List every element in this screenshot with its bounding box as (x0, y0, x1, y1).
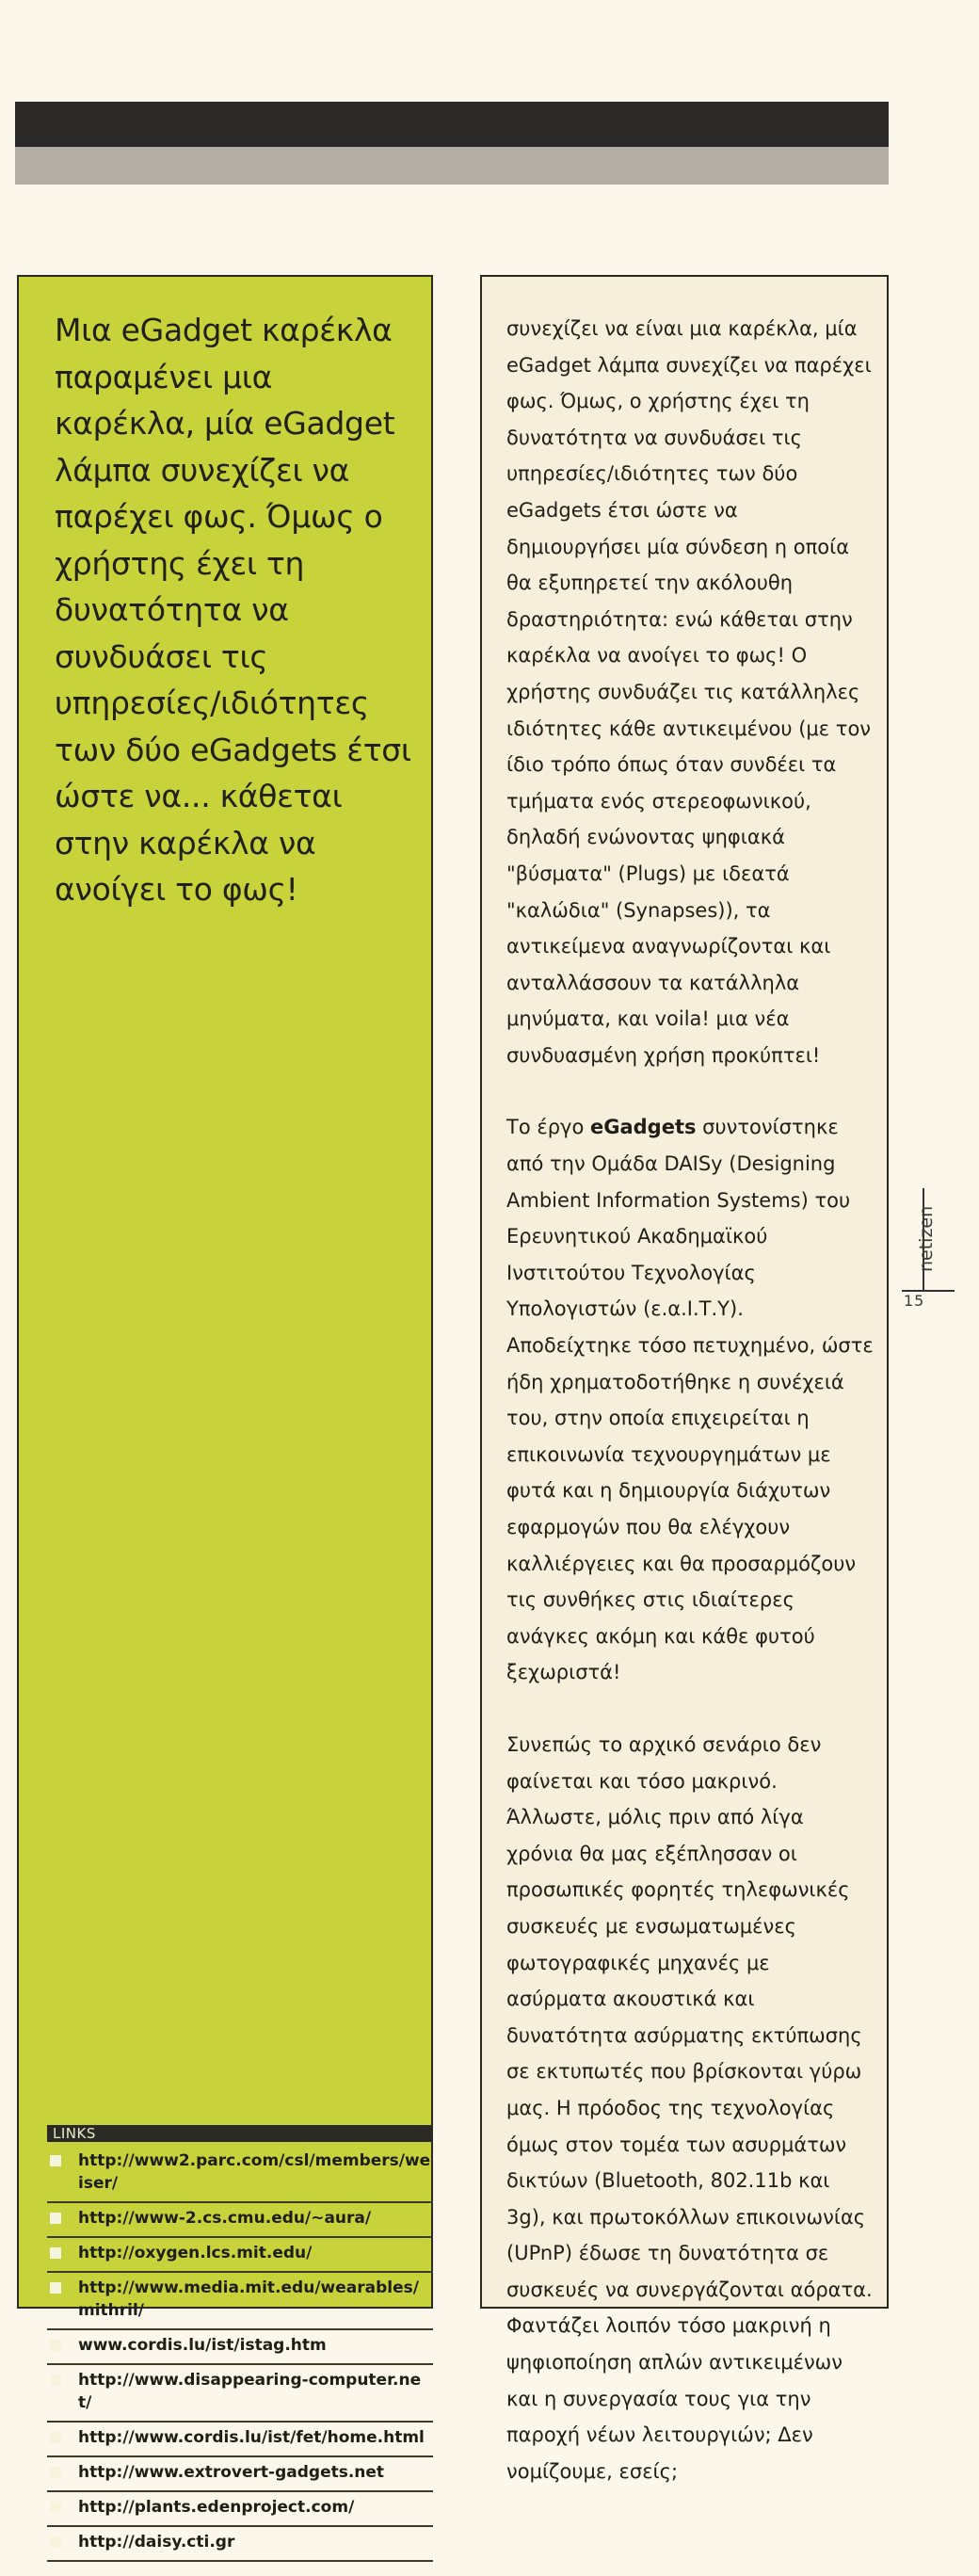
link-item[interactable] (47, 2492, 433, 2527)
link-text[interactable]: http://www.cordis.lu/ist/fet/home.html (78, 2428, 425, 2447)
link-item[interactable] (47, 2146, 433, 2203)
bullet-square-icon (50, 2467, 61, 2478)
links-header: LINKS (47, 2125, 433, 2142)
link-text[interactable]: http://www-2.cs.cmu.edu/~aura/ (78, 2209, 372, 2228)
link-text[interactable]: http://www2.parc.com/csl/members/weiser/ (78, 2151, 431, 2193)
bullet-square-icon (50, 2375, 61, 2386)
link-item[interactable] (47, 2330, 433, 2365)
link-item[interactable] (47, 2457, 433, 2492)
link-text[interactable]: http://daisy.cti.gr (78, 2533, 235, 2552)
page-number: 15 (904, 1292, 925, 1310)
bullet-square-icon (50, 2213, 61, 2224)
body-paragraph-2-lead: Το έργο (506, 1116, 590, 1139)
body-paragraph-1: συνεχίζει να είναι μια καρέκλα, μία eGadget λάμπα συνεχίζει να παρέχει φως. Όμως, ο χρήστης έχει τη δυνατότητα να συνδυάσει τις υπηρεσίες/ιδιότητες των δύο eGadgets έτσι ώστε να δημιουργήσει μία σύνδεση η οποία θα εξυπηρετεί την ακόλουθη δραστηριότητα: ενώ κάθεται στην καρέκλα να ανοίγει το φως! Ο χρήστης συνδυάζει τις κατάλληλες ιδιότητες κάθε αντικειμένου (με τον ίδιο τρόπο όπως όταν συνδέει τα τμήματα ενός στερεοφωνικού, δηλαδή ενώνοντας ψηφιακά "βύσματα" (Plugs) με ιδεατά "καλώδια" (Synapses)), τα αντικείμενα αναγνωρίζονται και ανταλλάσσουν τα κατάλληλα μηνύματα, και voila! μια νέα συνδυασμένη χρήση προκύπτει! (506, 317, 872, 1067)
bullet-square-icon (50, 2247, 61, 2259)
magazine-brand: netizen (916, 1205, 937, 1272)
article-body-panel (480, 275, 889, 2483)
body-paragraph-2 (506, 1109, 874, 1691)
bullet-square-icon (50, 2536, 61, 2548)
bullet-square-icon (50, 2282, 61, 2294)
bullet-square-icon (50, 2432, 61, 2443)
bullet-square-icon (50, 2502, 61, 2513)
page-folio (902, 1188, 937, 1310)
link-item[interactable] (47, 2423, 433, 2457)
link-text[interactable]: http://www.media.mit.edu/wearables/mithril/ (78, 2278, 419, 2320)
link-text[interactable]: http://plants.edenproject.com/ (78, 2498, 355, 2517)
links-list (47, 2146, 433, 2562)
bullet-square-icon (50, 2340, 61, 2351)
link-text[interactable]: http://www.disappearing-computer.net/ (78, 2371, 422, 2412)
link-text[interactable]: http://www.extrovert-gadgets.net (78, 2463, 385, 2482)
pull-quote-panel (17, 275, 433, 2552)
link-text[interactable]: http://oxygen.lcs.mit.edu/ (78, 2244, 313, 2262)
link-item[interactable] (47, 2203, 433, 2238)
egadgets-bold: eGadgets (589, 1116, 697, 1139)
link-text[interactable]: www.cordis.lu/ist/istag.htm (78, 2336, 327, 2355)
body-paragraph-3: Συνεπώς το αρχικό σενάριο δεν φαίνεται και τόσο μακρινό. Άλλωστε, μόλις πριν από λίγα χρόνια θα μας εξέπλησσαν οι προσωπικές φορητές τηλεφωνικές συσκευές με ενσωματωμένες φωτογραφικές μηχανές με ασύρματα ακουστικά και δυνατότητα ασύρματης εκτύπωσης σε εκτυπωτές που βρίσκονται γύρω μας. Η πρόοδος της τεχνολογίας όμως στον τομέα των ασυρμάτων δικτύων (Bluetooth, 802.11b και 3g), και πρωτοκόλλων επικοινωνίας (UPnP) έδωσε τη δυνατότητα σε συσκευές να συνεργάζονται αόρατα. Φαντάζει λοιπόν τόσο μακρινή η ψηφιοποίηση απλών αντικειμένων και η συνεργασία τους για την παροχή νέων λειτουργιών; Δεν νομίζουμε, εσείς; (506, 1732, 873, 2483)
link-item[interactable] (47, 2238, 433, 2273)
header-bar-gray (15, 147, 889, 185)
bullet-square-icon (50, 2155, 61, 2166)
link-item[interactable] (47, 2273, 433, 2330)
pull-quote: Μια eGadget καρέκλα παραμένει μια καρέκλα, μία eGadget λάμπα συνεχίζει να παρέχει φως. Όμως ο χρήστης έχει τη δυνατότητα να συνδυάσει τις υπηρεσίες/ιδιότητες των δύο eGadgets έτσι ώστε να... κάθεται στην καρέκλα να ανοίγει το φως! (55, 312, 411, 908)
body-paragraph-2-rest: συντονίστηκε από την Ομάδα DAISy (Designing Ambient Information Systems) του Ερευνητικού Ακαδημαϊκού Ινστιτούτου Τεχνολογίας Υπολογιστών (ε.α.Ι.Τ.Υ). Αποδείχτηκε τόσο πετυχημένο, ώστε ήδη χρηματοδοτήθηκε η συνέχειά του, στην οποία επιχειρείται η επικοινωνία τεχνουργημάτων με φυτά και η δημιουργία διάχυτων εφαρμογών που θα ελέγχουν καλλιέργειες και θα προσαρμόζουν τις συνθήκες στις ιδιαίτερες ανάγκες ακόμη και κάθε φυτού ξεχωριστά! (506, 1116, 874, 1684)
header-bar-dark (15, 102, 889, 147)
link-item[interactable] (47, 2527, 433, 2562)
link-item[interactable] (47, 2365, 433, 2423)
article-body (506, 311, 874, 2525)
